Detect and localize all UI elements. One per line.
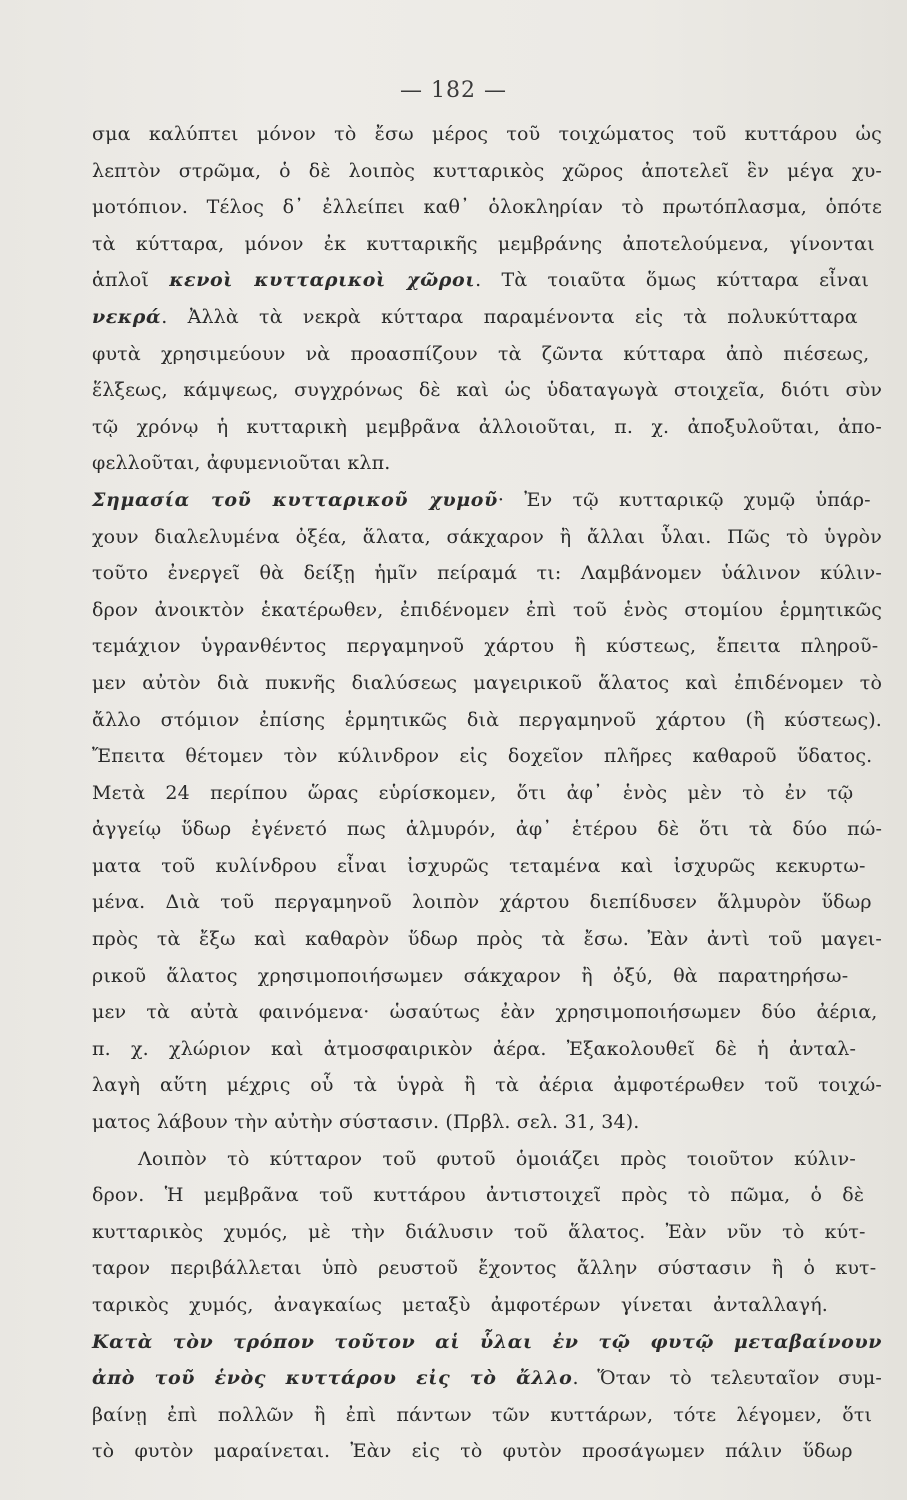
text-line bbox=[92, 665, 882, 702]
text-line bbox=[92, 189, 882, 226]
text-span: ἀγγείῳ ὕδωρ ἐγένετό πως ἁλμυρόν, ἀφ᾽ ἑτέρου δὲ ὅτι τὰ δύο πώ- bbox=[92, 818, 883, 841]
text-span: τεμάχιον ὑγρανθέντος περγαμηνοῦ χάρτου ἢ κύστεως, ἔπειτα πληροῦ- bbox=[92, 635, 879, 658]
text-line bbox=[92, 445, 882, 482]
text-line bbox=[92, 994, 882, 1031]
text-span: Ἔπειτα θέτομεν τὸν κύλινδρον εἰς δοχεῖον πλῆρες καθαροῦ ὕδατος. bbox=[92, 745, 873, 768]
text-line bbox=[92, 336, 882, 373]
text-line bbox=[92, 226, 882, 263]
text-line bbox=[92, 1031, 882, 1068]
text-span: ἄλλο στόμιον ἐπίσης ἑρμητικῶς διὰ περγαμηνοῦ χάρτου (ἢ κύστεως). bbox=[92, 708, 882, 731]
text-span: ἕλξεως, κάμψεως, συγχρόνως δὲ καὶ ὡς ὑδαταγωγὰ στοιχεῖα, διότι σὺν bbox=[92, 379, 883, 402]
text-span: ματα τοῦ κυλίνδρου εἶναι ἰσχυρῶς τεταμένα καὶ ἰσχυρῶς κεκυρτω- bbox=[92, 854, 866, 877]
text-line bbox=[92, 262, 882, 299]
text-line bbox=[92, 1324, 882, 1361]
text-span: λεπτὸν στρῶμα, ὁ δὲ λοιπὸς κυτταρικὸς χῶρος ἀποτελεῖ ἓν μέγα χυ- bbox=[92, 159, 882, 182]
text-line bbox=[92, 958, 882, 995]
body-text bbox=[92, 116, 882, 1470]
text-span: ταρικὸς χυμός, ἀναγκαίως μεταξὺ ἀμφοτέρων γίνεται ἀνταλλαγή. bbox=[92, 1294, 828, 1316]
text-span: μένα. Διὰ τοῦ περγαμηνοῦ λοιπὸν χάρτου διεπίδυσεν ἅλμυρὸν ὕδωρ bbox=[92, 891, 872, 914]
text-line bbox=[92, 153, 882, 190]
text-span: . Τὰ τοιαῦτα ὅμως κύτταρα εἶναι bbox=[475, 269, 869, 292]
text-span: . Ὅταν τὸ τελευταῖον συμ- bbox=[572, 1367, 882, 1390]
text-span: μεν τὰ αὐτὰ φαινόμενα· ὡσαύτως ἐὰν χρησιμοποιήσωμεν δύο ἀέρια, bbox=[92, 1001, 878, 1024]
text-line bbox=[92, 519, 882, 556]
text-line bbox=[92, 1067, 882, 1104]
text-line bbox=[92, 628, 882, 665]
text-span: φυτὰ χρησιμεύουν νὰ προασπίζουν τὰ ζῶντα κύτταρα ἀπὸ πιέσεως, bbox=[92, 342, 870, 365]
text-span: χουν διαλελυμένα ὀξέα, ἅλατα, σάκχαρον ἢ ἄλλαι ὗλαι. Πῶς τὸ ὑγρὸν bbox=[92, 525, 882, 548]
text-span: ρικοῦ ἅλατος χρησιμοποιήσωμεν σάκχαρον ἢ ὀξύ, θὰ παρατηρήσω- bbox=[92, 964, 849, 987]
text-line bbox=[92, 1250, 882, 1287]
text-line bbox=[92, 702, 882, 739]
emphasis-text: Σημασία τοῦ κυτταρικοῦ χυμοῦ bbox=[92, 488, 498, 511]
text-line bbox=[92, 1397, 882, 1434]
text-span: μεν αὐτὸν διὰ πυκνῆς διαλύσεως μαγειρικοῦ ἅλατος καὶ ἐπιδένομεν τὸ bbox=[92, 671, 883, 694]
text-line bbox=[92, 1104, 882, 1141]
text-span: Μετὰ 24 περίπου ὥρας εὑρίσκομεν, ὅτι ἀφ᾽ ἑνὸς μὲν τὸ ἐν τῷ bbox=[92, 781, 854, 804]
text-span: τῷ χρόνῳ ἡ κυτταρικὴ μεμβρᾶνα ἀλλοιοῦται, π. χ. ἀποξυλοῦται, ἀπο- bbox=[92, 415, 882, 438]
text-line bbox=[92, 738, 882, 775]
emphasis-text: ἀπὸ τοῦ ἑνὸς κυττάρου εἰς τὸ ἄλλο bbox=[92, 1367, 573, 1390]
text-line bbox=[92, 811, 882, 848]
text-line bbox=[92, 848, 882, 885]
text-line bbox=[92, 372, 882, 409]
emphasis-text: νεκρά bbox=[92, 305, 162, 328]
text-span: τὰ κύτταρα, μόνον ἐκ κυτταρικῆς μεμβράνης ἀποτελούμενα, γίνονται bbox=[92, 232, 875, 255]
text-span: λαγὴ αὕτη μέχρις οὗ τὰ ὑγρὰ ἢ τὰ ἀέρια ἀμφοτέρωθεν τοῦ τοιχώ- bbox=[92, 1074, 883, 1097]
text-line bbox=[92, 555, 882, 592]
text-span: τὸ φυτὸν μαραίνεται. Ἐὰν εἰς τὸ φυτὸν προσάγωμεν πάλιν ὕδωρ bbox=[92, 1440, 853, 1463]
emphasis-text: κενοὶ κυτταρικοὶ χῶροι bbox=[169, 269, 476, 292]
text-line bbox=[92, 592, 882, 629]
text-line bbox=[92, 116, 882, 153]
page-number: — 182 — bbox=[400, 78, 507, 103]
text-span: Λοιπὸν τὸ κύτταρον τοῦ φυτοῦ ὁμοιάζει πρὸς τοιοῦτον κύλιν- bbox=[138, 1147, 856, 1170]
text-line bbox=[92, 299, 882, 336]
text-span: π. χ. χλώριον καὶ ἀτμοσφαιρικὸν ἀέρα. Ἐξακολουθεῖ δὲ ἡ ἀνταλ- bbox=[92, 1037, 857, 1060]
text-span: ἁπλοῖ bbox=[92, 269, 170, 292]
text-line bbox=[92, 921, 882, 958]
text-span: βαίνῃ ἐπὶ πολλῶν ἢ ἐπὶ πάντων τῶν κυττάρων, τότε λέγομεν, ὅτι bbox=[92, 1403, 873, 1426]
text-line bbox=[92, 1141, 882, 1178]
text-line bbox=[92, 775, 882, 812]
text-span: ταρον περιβάλλεται ὑπὸ ρευστοῦ ἔχοντος ἄλλην σύστασιν ἢ ὁ κυτ- bbox=[92, 1257, 877, 1280]
text-span: κυτταρικὸς χυμός, μὲ τὴν διάλυσιν τοῦ ἅλατος. Ἐὰν νῦν τὸ κύτ- bbox=[92, 1220, 866, 1243]
text-span: φελλοῦται, ἀφυμενιοῦται κλπ. bbox=[92, 452, 391, 475]
text-span: . Ἀλλὰ τὰ νεκρὰ κύτταρα παραμένοντα εἰς τὰ πολυκύτταρα bbox=[161, 305, 858, 328]
emphasis-text: Κατὰ τὸν τρόπον τοῦτον αἱ ὗλαι ἐν τῷ φυτῷ μεταβαίνουν bbox=[92, 1330, 883, 1353]
text-line bbox=[92, 482, 882, 519]
text-span: · Ἐν τῷ κυτταρικῷ χυμῷ ὑπάρ- bbox=[497, 488, 871, 511]
text-span: δρον. Ἡ μεμβρᾶνα τοῦ κυττάρου ἀντιστοιχεῖ πρὸς τὸ πῶμα, ὁ δὲ bbox=[92, 1184, 865, 1207]
text-line bbox=[92, 1360, 882, 1397]
text-span: πρὸς τὰ ἔξω καὶ καθαρὸν ὕδωρ πρὸς τὰ ἔσω. Ἐὰν ἀντὶ τοῦ μαγει- bbox=[92, 928, 882, 951]
text-line bbox=[92, 884, 882, 921]
text-line bbox=[92, 1433, 882, 1470]
text-span: σμα καλύπτει μόνον τὸ ἔσω μέρος τοῦ τοιχώματος τοῦ κυττάρου ὡς bbox=[92, 123, 882, 145]
text-line bbox=[92, 1177, 882, 1214]
text-span: τοῦτο ἐνεργεῖ θὰ δείξῃ ἡμῖν πείραμά τι: Λαμβάνομεν ὑάλινον κύλιν- bbox=[92, 562, 882, 585]
text-line bbox=[92, 1214, 882, 1251]
text-span: ματος λάβουν τὴν αὐτὴν σύστασιν. (Πρβλ. σελ. 31, 34). bbox=[92, 1111, 640, 1134]
text-span: δρον ἀνοικτὸν ἑκατέρωθεν, ἐπιδένομεν ἐπὶ τοῦ ἑνὸς στομίου ἑρμητικῶς bbox=[92, 598, 883, 621]
text-span: μοτόπιον. Τέλος δ᾽ ἐλλείπει καθ᾽ ὁλοκληρίαν τὸ πρωτόπλασμα, ὁπότε bbox=[92, 196, 883, 219]
text-line bbox=[92, 1287, 882, 1324]
text-line bbox=[92, 409, 882, 446]
